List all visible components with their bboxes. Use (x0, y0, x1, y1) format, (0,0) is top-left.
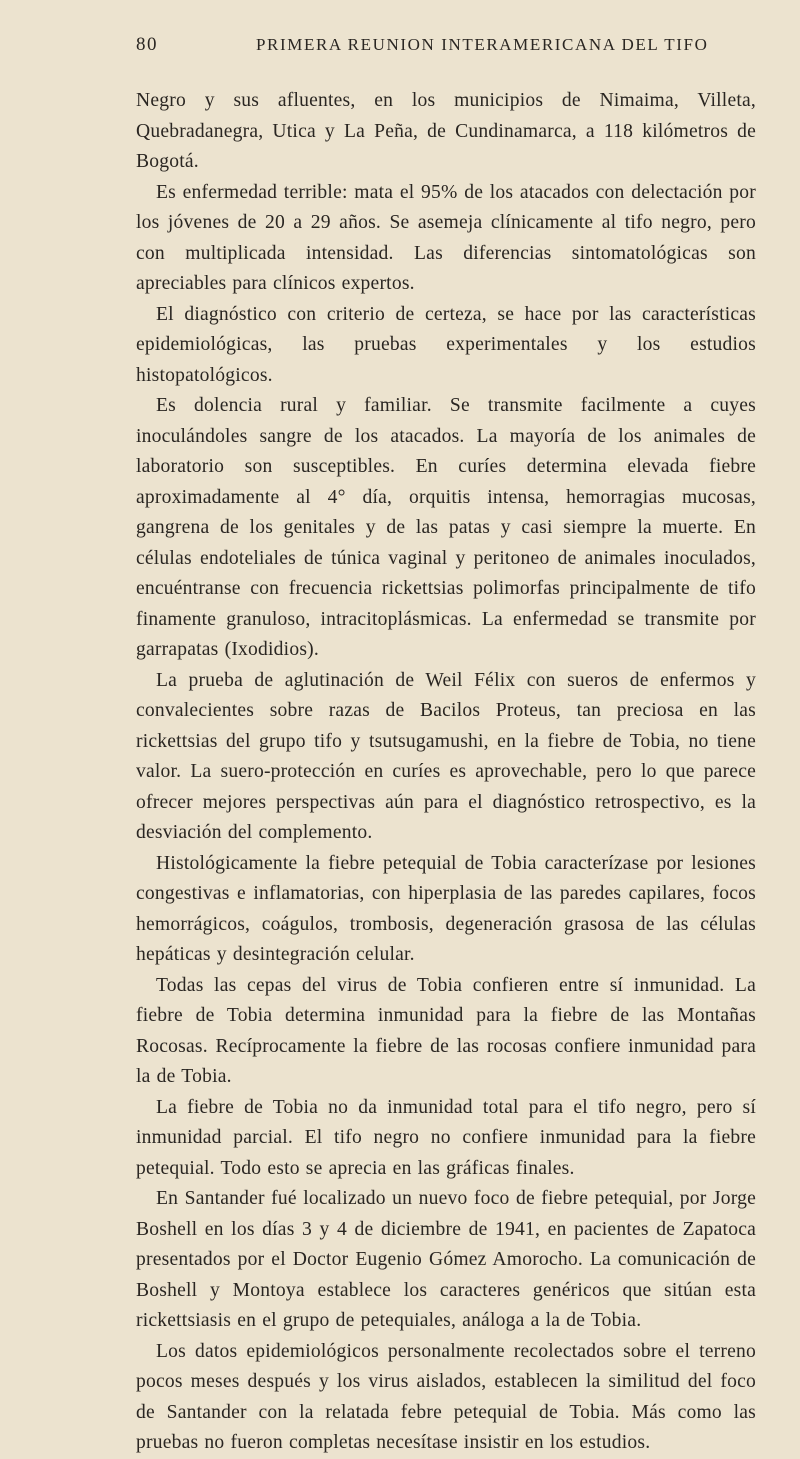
running-title: PRIMERA REUNION INTERAMERICANA DEL TIFO (256, 35, 709, 54)
paragraph: La fiebre de Tobia no da inmunidad total para el tifo negro, pero sí inmunidad parcial. El tifo negro no confiere inmunidad para la fiebre petequial. Todo esto se aprecia en las gráficas finales. (136, 1096, 756, 1179)
paragraph: Es enfermedad terrible: mata el 95% de los atacados con delectación por los jóvenes de 20 a 29 años. Se asemeja clínicamente al tifo negro, pero con multiplicada intensidad. Las diferencias sintomatológicas son apreciables para clínicos expertos. (136, 181, 756, 294)
body-text (136, 86, 756, 1459)
paragraph: Los datos epidemiológicos personalmente recolectados sobre el terreno pocos meses después y los virus aislados, establecen la similitud del foco de Santander con la relatada febre petequial de Tobia. Más como las pruebas no fueron completas necesítase insistir en los estudios. (136, 1340, 756, 1453)
paragraph: El diagnóstico con criterio de certeza, se hace por las características epidemiológicas, las pruebas experimentales y los estudios histopatológicos. (136, 303, 756, 386)
paragraph: La prueba de aglutinación de Weil Félix con sueros de enfermos y convalecientes sobre razas de Bacilos Proteus, tan preciosa en las rickettsias del grupo tifo y tsutsugamushi, en la fiebre de Tobia, no tiene valor. La suero-protección en curíes es aprovechable, pero lo que parece ofrecer mejores perspectivas aún para el diagnóstico retrospectivo, es la desviación del complemento. (136, 669, 756, 843)
paragraph: Histológicamente la fiebre petequial de Tobia caracterízase por lesiones congestivas e inflamatorias, con hiperplasia de las paredes capilares, focos hemorrágicos, coágulos, trombosis, degeneración grasosa de las células hepáticas y desintegración celular. (136, 852, 756, 965)
document-page (136, 34, 756, 1459)
page-number: 80 (136, 34, 158, 55)
paragraph-continuation: Negro y sus afluentes, en los municipios de Nimaima, Villeta, Quebradanegra, Utica y La Peña, de Cundinamarca, a 118 kilómetros de Bogotá. (136, 90, 756, 172)
paragraph: Todas las cepas del virus de Tobia confieren entre sí inmunidad. La fiebre de Tobia determina inmunidad para la fiebre de las Montañas Rocosas. Recíprocamente la fiebre de las rocosas confiere inmunidad para la de Tobia. (136, 974, 756, 1087)
running-header (136, 34, 756, 64)
paragraph: En Santander fué localizado un nuevo foco de fiebre petequial, por Jorge Boshell en los días 3 y 4 de diciembre de 1941, en pacientes de Zapatoca presentados por el Doctor Eugenio Gómez Amorocho. La comunicación de Boshell y Montoya establece los caracteres genéricos que sitúan esta rickettsiasis en el grupo de petequiales, análoga a la de Tobia. (136, 1188, 756, 1331)
paragraph: Es dolencia rural y familiar. Se transmite facilmente a cuyes inoculándoles sangre de los atacados. La mayoría de los animales de laboratorio son susceptibles. En curíes determina elevada fiebre aproximadamente al 4° día, orquitis intensa, hemorragias mucosas, gangrena de los genitales y de las patas y casi siempre la muerte. En células endoteliales de túnica vaginal y peritoneo de animales inoculados, encuéntranse con frecuencia rickettsias polimorfas principalmente de tifo finamente granuloso, intracitoplásmicas. La enfermedad se transmite por garrapatas (Ixodidios). (136, 395, 756, 660)
